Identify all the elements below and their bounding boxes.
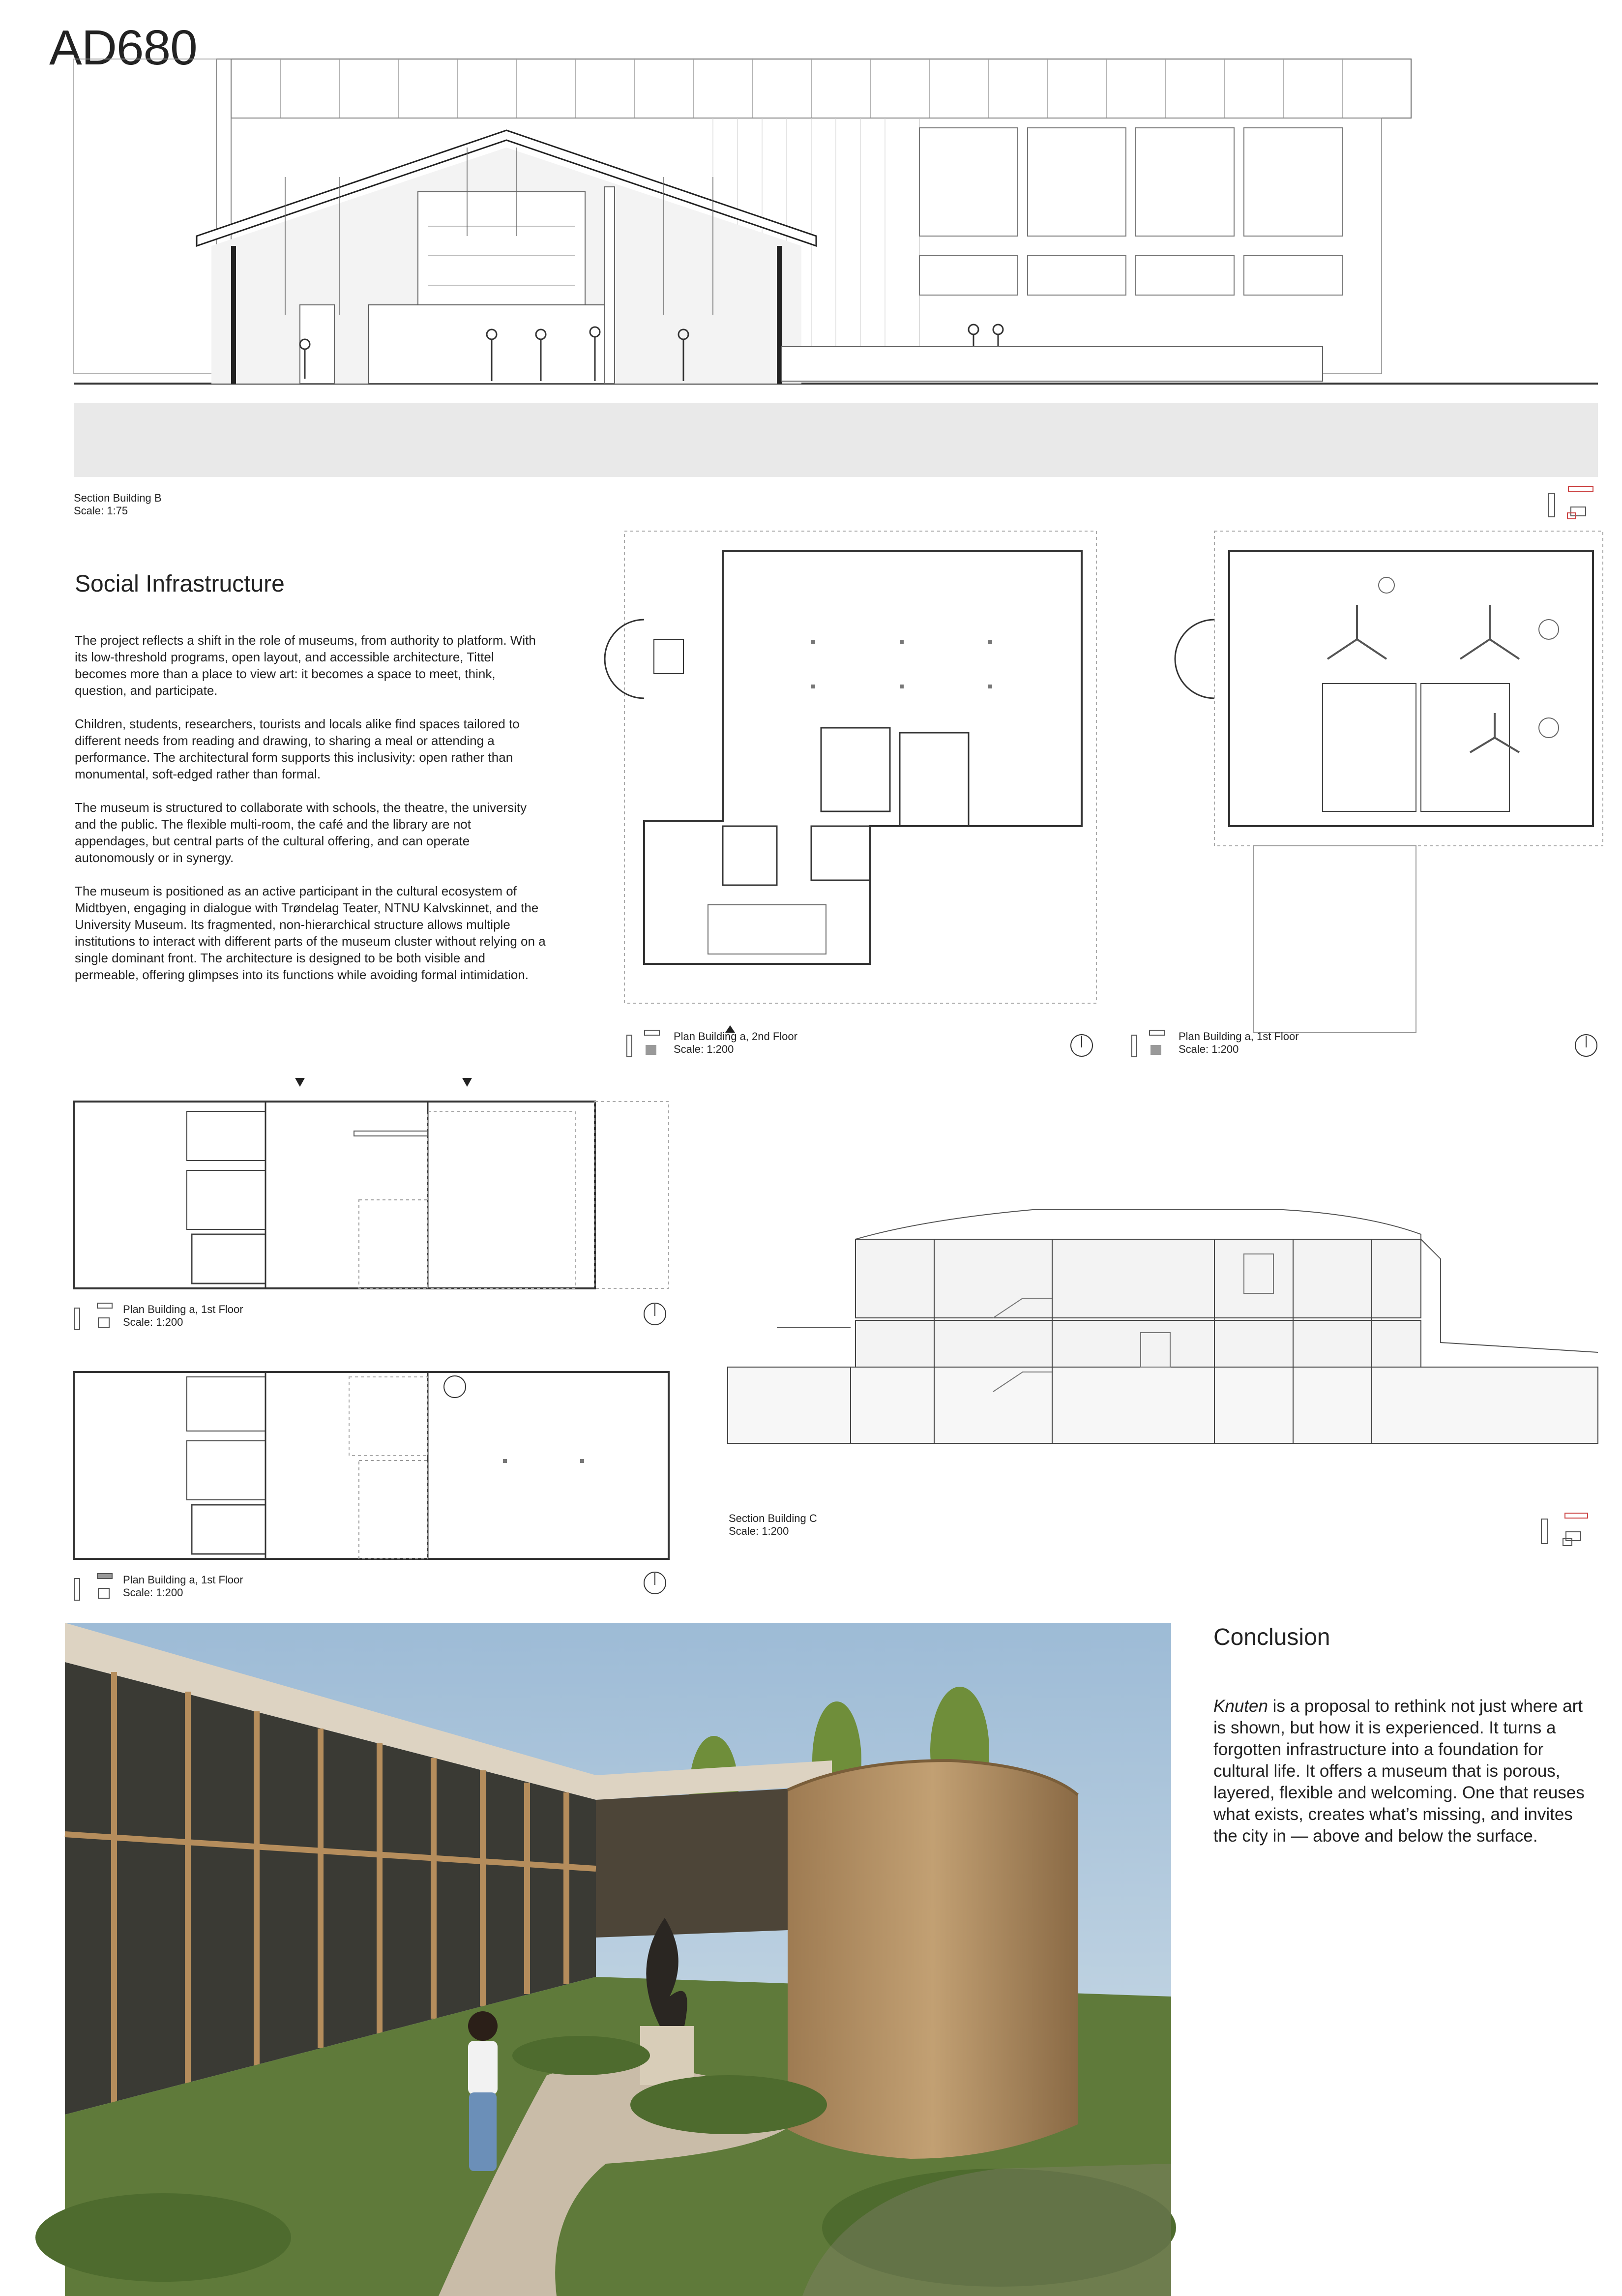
paragraph: The project reflects a shift in the role of museums, from authority to platform. With its low-threshold programs, open layout, and accessible architecture, Tittel becomes more than a place to view art: it becomes a space to meet, think, question, and participate. [75, 633, 536, 698]
conclusion-text: is a proposal to rethink not just where art is shown, but how it is experienced. It turns a forgotten infrastructure into a foundation for cultural life. It offers a museum that is porous, layered, flexible and welcoming. One that reuses what exists, creates what’s missing, and invites the city in — above and below the surface. [1213, 1697, 1585, 1846]
plan-1st-floor-right-drawing [1131, 531, 1603, 1013]
paragraph: The museum is positioned as an active participant in the cultural ecosystem of Midtbyen, engaging in dialogue with Trøndelag Teater, NTNU Kalvskinnet, and the University Museum. Its fragmented, non-hierarchical structure allows multiple institutions to interact with different parts of the museum cluster without relying on a single dominant front. The architecture is designed to be both visible and permeable, offering glimpses into its functions while avoiding formal intimidation. [75, 884, 546, 982]
plan-1st-right-caption [1132, 1030, 1299, 1056]
north-arrow-icon [643, 1302, 667, 1326]
plan-1st-floor-left-b-drawing [74, 1367, 669, 1564]
north-arrow-icon [643, 1571, 667, 1595]
plan-2nd-caption [627, 1030, 797, 1056]
key-plan-icon [627, 1030, 661, 1060]
section-building-b-drawing [74, 30, 1598, 482]
page-title: AD680 [49, 20, 197, 75]
plan-1st-left-a-caption [75, 1303, 243, 1329]
paragraph: The museum is structured to collaborate with schools, the theatre, the university and the public. The flexible multi-room, the café and the library are not appendages, but central parts of the cultural offering, and can operate autonomously or in synergy. [75, 800, 527, 865]
key-plan-icon [75, 1303, 114, 1333]
caption-title: Section Building B [74, 492, 162, 504]
north-arrow-icon [1574, 1034, 1598, 1057]
key-plan-icon [75, 1574, 114, 1603]
caption-title: Section Building C [729, 1512, 817, 1524]
north-arrow-icon [1070, 1034, 1093, 1057]
caption-title: Plan Building a, 1st Floor [123, 1303, 243, 1315]
caption-scale: Scale: 1:200 [123, 1316, 183, 1328]
caption-title: Plan Building a, 2nd Floor [674, 1030, 797, 1043]
plan-2nd-floor-drawing [624, 531, 1096, 1013]
key-plan-icon [1132, 1030, 1166, 1060]
caption-scale: Scale: 1:200 [729, 1525, 789, 1537]
plan-1st-left-b-caption [75, 1574, 243, 1599]
caption-scale: Scale: 1:200 [123, 1586, 183, 1599]
key-plan-icon [1549, 484, 1598, 524]
courtyard-rendering-image [65, 1623, 1171, 2296]
conclusion-heading: Conclusion [1213, 1624, 1330, 1650]
section-building-c-drawing [728, 1190, 1598, 1446]
caption-scale: Scale: 1:200 [1179, 1043, 1239, 1055]
plan-1st-floor-left-a-drawing [74, 1072, 669, 1298]
conclusion-body [1213, 1696, 1587, 1847]
paragraph: Children, students, researchers, tourists and locals alike find spaces tailored to different needs from reading and drawing, to sharing a meal or attending a performance. The architectural form supports this inclusivity: open rather than monumental, soft-edged rather than formal. [75, 716, 520, 781]
key-plan-icon [1541, 1512, 1591, 1551]
caption-scale: Scale: 1:75 [74, 505, 128, 517]
social-heading: Social Infrastructure [75, 571, 285, 597]
caption-title: Plan Building a, 1st Floor [123, 1574, 243, 1586]
section-c-caption [729, 1512, 817, 1538]
caption-title: Plan Building a, 1st Floor [1179, 1030, 1299, 1043]
section-b-caption [74, 492, 162, 517]
social-body [75, 632, 547, 1000]
conclusion-project-name: Knuten [1213, 1697, 1268, 1716]
caption-scale: Scale: 1:200 [674, 1043, 734, 1055]
